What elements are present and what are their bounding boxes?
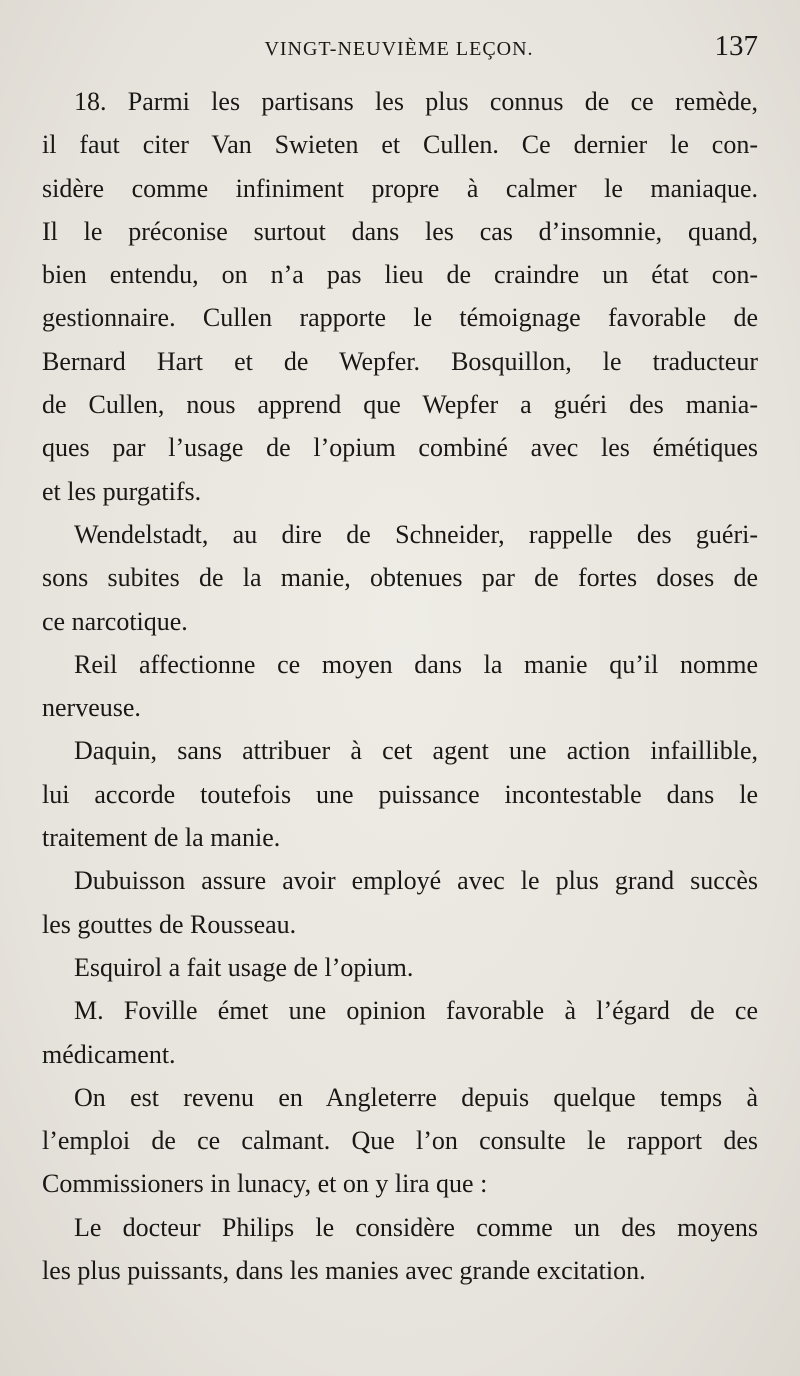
paragraph	[42, 513, 758, 643]
text-line: les gouttes de Rousseau.	[42, 909, 297, 939]
text-line: Wendelstadt, au dire de Schneider, rappelle des guéri-	[74, 519, 758, 549]
text-line: 18. Parmi les partisans les plus connus de ce remède,	[74, 87, 758, 116]
text-line: Reil affectionne ce moyen dans la manie qu’il nomme	[74, 649, 758, 679]
text-line: médicament.	[42, 1039, 176, 1069]
text-line: bien entendu, on n’a pas lieu de craindre un état con-	[42, 260, 758, 290]
text-line: sons subites de la manie, obtenues par de fortes doses de	[42, 563, 758, 593]
text-line: nerveuse.	[42, 693, 141, 723]
text-line: On est revenu en Angleterre depuis quelque temps à	[74, 1082, 758, 1112]
text-line: Commissioners in lunacy, et on y lira que :	[42, 1169, 488, 1199]
paragraph	[42, 989, 758, 1076]
page-body	[42, 80, 758, 1292]
text-line: Il le préconise surtout dans les cas d’insomnie, quand,	[42, 216, 758, 246]
text-line: lui accorde toutefois une puissance incontestable dans le	[42, 779, 758, 809]
text-line: ce narcotique.	[42, 606, 188, 636]
text-line: ques par l’usage de l’opium combiné avec les émétiques	[42, 433, 758, 463]
paragraph	[42, 859, 758, 946]
paragraph	[42, 80, 758, 513]
paragraph	[42, 729, 758, 859]
chapter-title: VINGT-NEUVIÈME LEÇON.	[264, 38, 534, 60]
text-line: traitement de la manie.	[42, 823, 281, 853]
text-line: Dubuisson assure avoir employé avec le plus grand succès	[74, 866, 758, 896]
text-line: Le docteur Philips le considère comme un des moyens	[74, 1212, 758, 1242]
text-line: les plus puissants, dans les manies avec grande excitation.	[42, 1256, 646, 1286]
text-line: il faut citer Van Swieten et Cullen. Ce dernier le con-	[42, 130, 758, 160]
page-number: 137	[714, 30, 758, 62]
text-line: sidère comme infiniment propre à calmer le maniaque.	[42, 173, 758, 203]
text-line: Daquin, sans attribuer à cet agent une action infaillible,	[74, 736, 758, 766]
text-line: Esquirol a fait usage de l’opium.	[74, 952, 414, 982]
paragraph	[42, 946, 758, 989]
text-line: M. Foville émet une opinion favorable à l’égard de ce	[74, 996, 758, 1026]
text-line: l’emploi de ce calmant. Que l’on consulte le rapport des	[42, 1126, 758, 1156]
running-head	[40, 30, 758, 70]
paragraph	[42, 643, 758, 730]
paragraph	[42, 1206, 758, 1293]
text-line: de Cullen, nous apprend que Wepfer a guéri des mania-	[42, 390, 758, 420]
paragraph	[42, 1076, 758, 1206]
text-line: Bernard Hart et de Wepfer. Bosquillon, le traducteur	[42, 346, 758, 376]
text-line: et les purgatifs.	[42, 476, 202, 506]
text-line: gestionnaire. Cullen rapporte le témoignage favorable de	[42, 303, 758, 333]
